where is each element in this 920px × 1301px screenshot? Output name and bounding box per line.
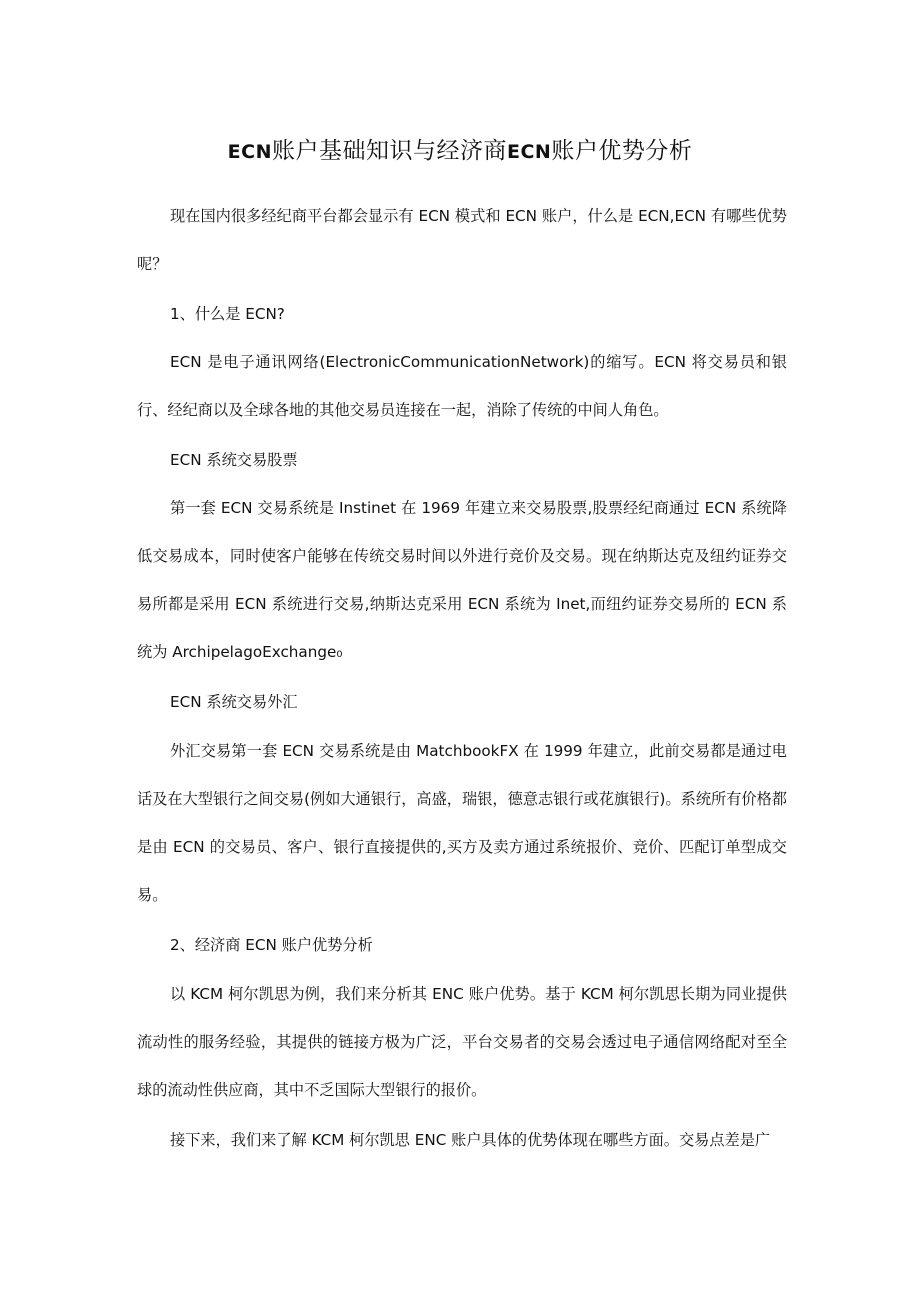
forex-heading: ECN 系统交易外汇 xyxy=(170,693,298,711)
stock-paragraph: 第一套 ECN 交易系统是 Instinet 在 1969 年建立来交易股票,股票经纪商通过 ECN 系统降低交易成本，同时使客户能够在传统交易时间以外进行竞价及交易。现在纳斯达克及纽约证券交易所都是采用 ECN 系统进行交易,纳斯达克采用 ECN 系统为 Inet,而纽约证券交易所的 ECN 系统为 ArchipelagoExchange₀ xyxy=(137,499,787,661)
section1-paragraph: ECN 是电子通讯网络(ElectronicCommunicationNetwork)的缩写。ECN 将交易员和银行、经纪商以及全球各地的其他交易员连接在一起，消除了传统的中间人角色。 xyxy=(137,353,787,419)
section2-heading: 2、经济商 ECN 账户优势分析 xyxy=(170,936,373,954)
section2-paragraph: 以 KCM 柯尔凯思为例，我们来分析其 ENC 账户优势。基于 KCM 柯尔凯思长期为同业提供流动性的服务经验，其提供的链接方极为广泛，平台交易者的交易会透过电子通信网络配对至全球的流动性供应商，其中不乏国际大型银行的报价。 xyxy=(137,985,787,1099)
document-title xyxy=(0,136,920,167)
section1-heading: 1、什么是 ECN? xyxy=(170,305,285,323)
intro-paragraph: 现在国内很多经纪商平台都会显示有 ECN 模式和 ECN 账户，什么是 ECN,ECN 有哪些优势呢？ xyxy=(137,207,787,273)
closing-paragraph: 接下来，我们来了解 KCM 柯尔凯思 ENC 账户具体的优势体现在哪些方面。交易点差是广 xyxy=(170,1131,771,1149)
title-part-ecn-1: ECN xyxy=(227,141,272,163)
forex-paragraph: 外汇交易第一套 ECN 交易系统是由 MatchbookFX 在 1999 年建立，此前交易都是通过电话及在大型银行之间交易(例如大通银行，高盛，瑞银，德意志银行或花旗银行)。系统所有价格都是由 ECN 的交易员、客户、银行直接提供的,买方及卖方通过系统报价、竞价、匹配订单型成交易。 xyxy=(137,742,787,904)
stock-heading: ECN 系统交易股票 xyxy=(170,451,298,469)
title-part-ecn-2: ECN xyxy=(507,141,552,163)
title-part-4: 账户优势分析 xyxy=(551,138,693,164)
title-part-2: 账户基础知识与经济商 xyxy=(272,138,507,164)
